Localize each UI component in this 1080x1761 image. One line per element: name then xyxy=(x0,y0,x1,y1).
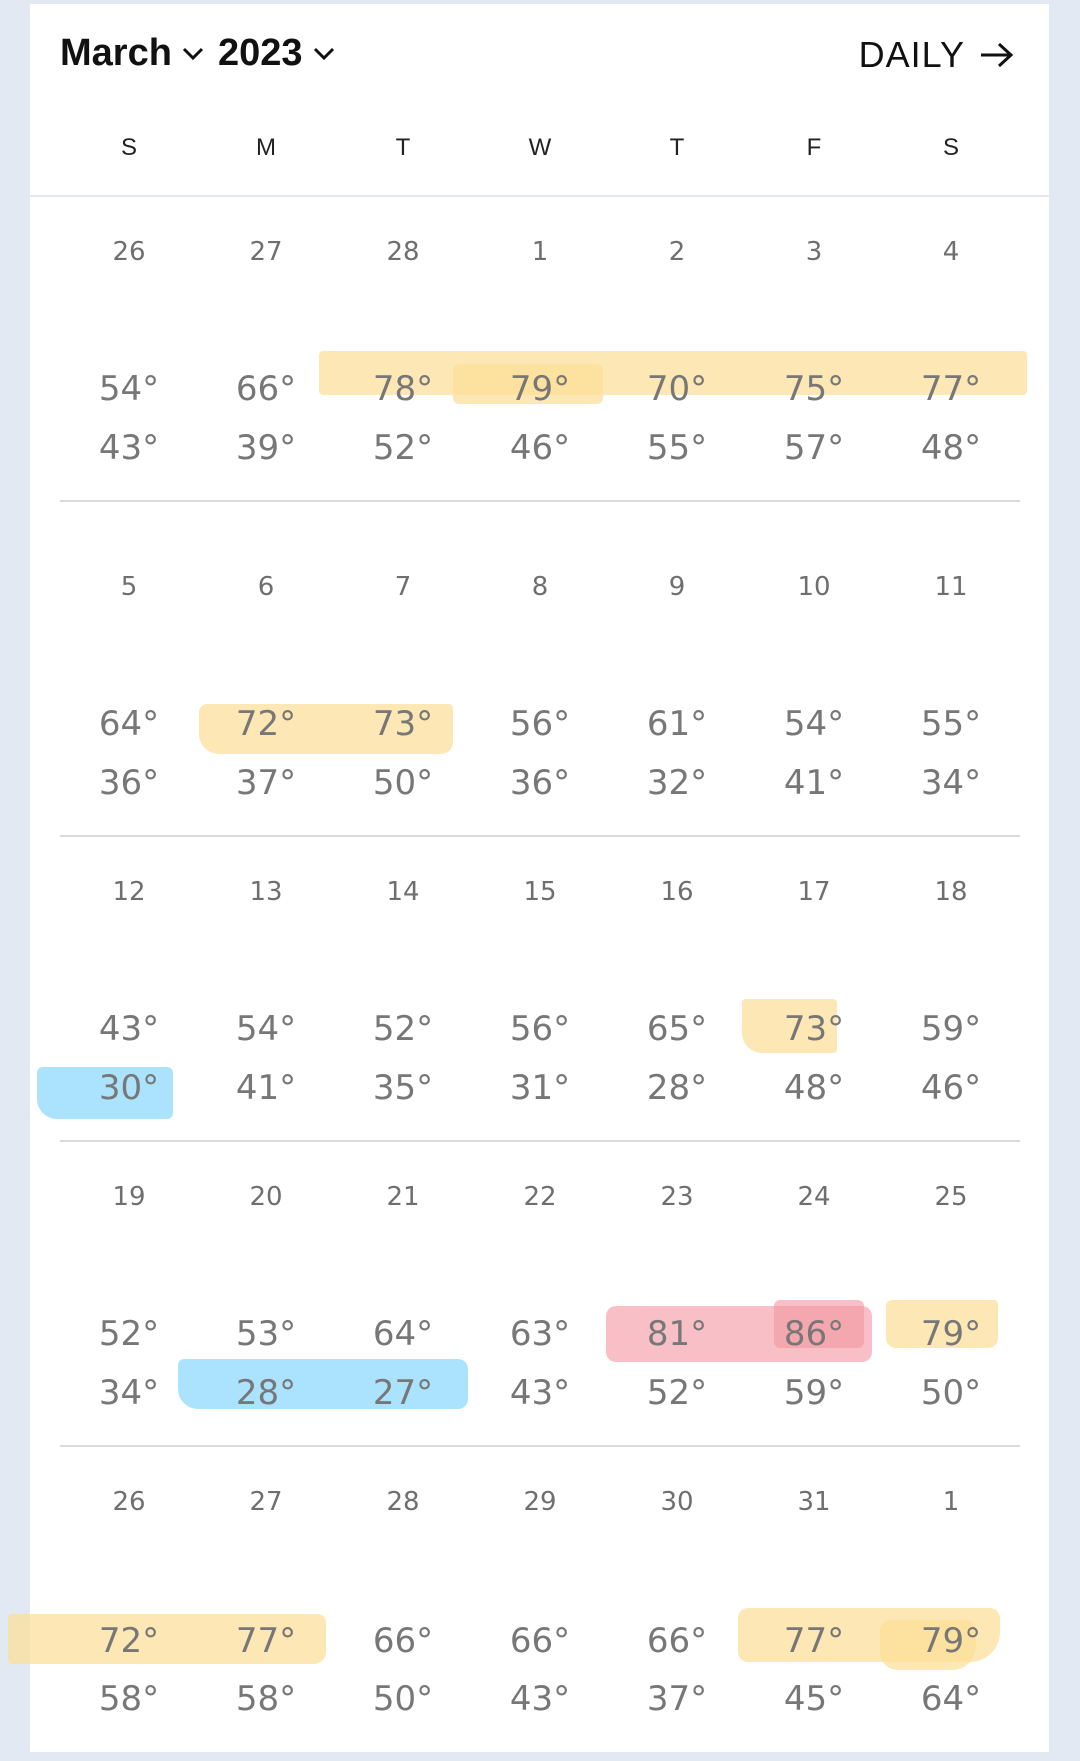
high-temp: 64° xyxy=(98,704,160,744)
low-temp: 34° xyxy=(98,1373,160,1413)
header-divider xyxy=(30,195,1049,197)
year-label: 2023 xyxy=(218,32,303,74)
week-divider xyxy=(60,1140,1020,1142)
week-divider xyxy=(60,835,1020,837)
weekday-label: F xyxy=(806,134,822,161)
high-temp: 79° xyxy=(920,1314,982,1354)
day-number: 1 xyxy=(942,1487,960,1517)
day-number: 5 xyxy=(120,572,138,602)
low-temp: 52° xyxy=(646,1373,708,1413)
low-temp: 55° xyxy=(646,428,708,468)
day-number: 19 xyxy=(112,1182,146,1212)
high-temp: 79° xyxy=(509,369,571,409)
low-temp: 64° xyxy=(920,1679,982,1719)
low-temp: 58° xyxy=(235,1679,297,1719)
year-selector[interactable] xyxy=(218,32,335,75)
low-temp: 46° xyxy=(920,1068,982,1108)
high-temp: 54° xyxy=(235,1009,297,1049)
high-temp: 54° xyxy=(783,704,845,744)
low-temp: 36° xyxy=(509,763,571,803)
day-number: 18 xyxy=(934,877,968,907)
high-temp: 70° xyxy=(646,369,708,409)
day-number: 24 xyxy=(797,1182,831,1212)
day-number: 10 xyxy=(797,572,831,602)
day-number: 1 xyxy=(531,237,549,267)
low-temp: 35° xyxy=(372,1068,434,1108)
high-temp: 53° xyxy=(235,1314,297,1354)
low-temp: 58° xyxy=(98,1679,160,1719)
day-number: 11 xyxy=(934,572,968,602)
high-temp: 77° xyxy=(920,369,982,409)
low-temp: 37° xyxy=(235,763,297,803)
low-temp: 37° xyxy=(646,1679,708,1719)
chevron-down-icon xyxy=(313,47,335,61)
day-number: 6 xyxy=(257,572,275,602)
week-divider xyxy=(60,1445,1020,1447)
day-number: 12 xyxy=(112,877,146,907)
weekday-label: T xyxy=(669,134,685,161)
high-temp: 77° xyxy=(783,1621,845,1661)
low-temp: 31° xyxy=(509,1068,571,1108)
day-number: 27 xyxy=(249,237,283,267)
weekday-label: T xyxy=(395,134,411,161)
low-temp: 39° xyxy=(235,428,297,468)
high-temp: 72° xyxy=(98,1621,160,1661)
day-number: 28 xyxy=(386,1487,420,1517)
day-number: 3 xyxy=(805,237,823,267)
daily-view-button[interactable] xyxy=(859,34,1015,76)
daily-label: DAILY xyxy=(858,34,965,75)
high-temp: 66° xyxy=(509,1621,571,1661)
day-number: 26 xyxy=(112,1487,146,1517)
day-number: 14 xyxy=(386,877,420,907)
high-temp: 78° xyxy=(372,369,434,409)
high-temp: 66° xyxy=(646,1621,708,1661)
high-temp: 52° xyxy=(372,1009,434,1049)
high-temp: 73° xyxy=(372,704,434,744)
high-temp: 59° xyxy=(920,1009,982,1049)
high-temp: 75° xyxy=(783,369,845,409)
low-temp: 46° xyxy=(509,428,571,468)
month-selector[interactable] xyxy=(60,32,204,75)
high-temp: 77° xyxy=(235,1621,297,1661)
day-number: 31 xyxy=(797,1487,831,1517)
day-number: 9 xyxy=(668,572,686,602)
high-temp: 64° xyxy=(372,1314,434,1354)
month-label: March xyxy=(60,32,172,74)
arrow-right-icon xyxy=(979,41,1015,69)
low-temp: 41° xyxy=(235,1068,297,1108)
low-temp: 50° xyxy=(920,1373,982,1413)
day-number: 2 xyxy=(668,237,686,267)
day-number: 15 xyxy=(523,877,557,907)
high-temp: 52° xyxy=(98,1314,160,1354)
weekday-label: M xyxy=(256,134,276,161)
low-temp: 43° xyxy=(98,428,160,468)
day-number: 26 xyxy=(112,237,146,267)
week-divider xyxy=(60,500,1020,502)
day-number: 23 xyxy=(660,1182,694,1212)
chevron-down-icon xyxy=(182,47,204,61)
high-temp: 43° xyxy=(98,1009,160,1049)
day-number: 13 xyxy=(249,877,283,907)
day-number: 7 xyxy=(394,572,412,602)
low-temp: 28° xyxy=(646,1068,708,1108)
calendar-card xyxy=(30,4,1049,1752)
day-number: 16 xyxy=(660,877,694,907)
day-number: 30 xyxy=(660,1487,694,1517)
day-number: 8 xyxy=(531,572,549,602)
high-temp: 86° xyxy=(783,1314,845,1354)
low-temp: 52° xyxy=(372,428,434,468)
low-temp: 43° xyxy=(509,1373,571,1413)
day-number: 17 xyxy=(797,877,831,907)
low-temp: 57° xyxy=(783,428,845,468)
low-temp: 43° xyxy=(509,1679,571,1719)
low-temp: 50° xyxy=(372,1679,434,1719)
day-number: 28 xyxy=(386,237,420,267)
high-temp: 54° xyxy=(98,369,160,409)
high-temp: 61° xyxy=(646,704,708,744)
calendar-header xyxy=(30,4,1049,114)
high-temp: 73° xyxy=(783,1009,845,1049)
low-temp: 48° xyxy=(783,1068,845,1108)
day-number: 22 xyxy=(523,1182,557,1212)
day-number: 20 xyxy=(249,1182,283,1212)
high-temp: 56° xyxy=(509,1009,571,1049)
low-temp: 30° xyxy=(98,1068,160,1108)
high-temp: 65° xyxy=(646,1009,708,1049)
day-number: 29 xyxy=(523,1487,557,1517)
weekday-label: S xyxy=(120,134,137,161)
day-number: 27 xyxy=(249,1487,283,1517)
low-temp: 34° xyxy=(920,763,982,803)
low-temp: 32° xyxy=(646,763,708,803)
high-temp: 66° xyxy=(235,369,297,409)
weekday-label: W xyxy=(528,134,552,161)
low-temp: 59° xyxy=(783,1373,845,1413)
high-temp: 72° xyxy=(235,704,297,744)
low-temp: 28° xyxy=(235,1373,297,1413)
low-temp: 45° xyxy=(783,1679,845,1719)
high-temp: 56° xyxy=(509,704,571,744)
low-temp: 41° xyxy=(783,763,845,803)
high-temp: 81° xyxy=(646,1314,708,1354)
high-temp: 55° xyxy=(920,704,982,744)
high-temp: 66° xyxy=(372,1621,434,1661)
day-number: 4 xyxy=(942,237,960,267)
weekday-header-row xyxy=(30,134,1049,174)
day-number: 21 xyxy=(386,1182,420,1212)
weekday-label: S xyxy=(942,134,959,161)
high-temp: 79° xyxy=(920,1621,982,1661)
low-temp: 48° xyxy=(920,428,982,468)
low-temp: 36° xyxy=(98,763,160,803)
high-temp: 63° xyxy=(509,1314,571,1354)
low-temp: 27° xyxy=(372,1373,434,1413)
day-number: 25 xyxy=(934,1182,968,1212)
low-temp: 50° xyxy=(372,763,434,803)
